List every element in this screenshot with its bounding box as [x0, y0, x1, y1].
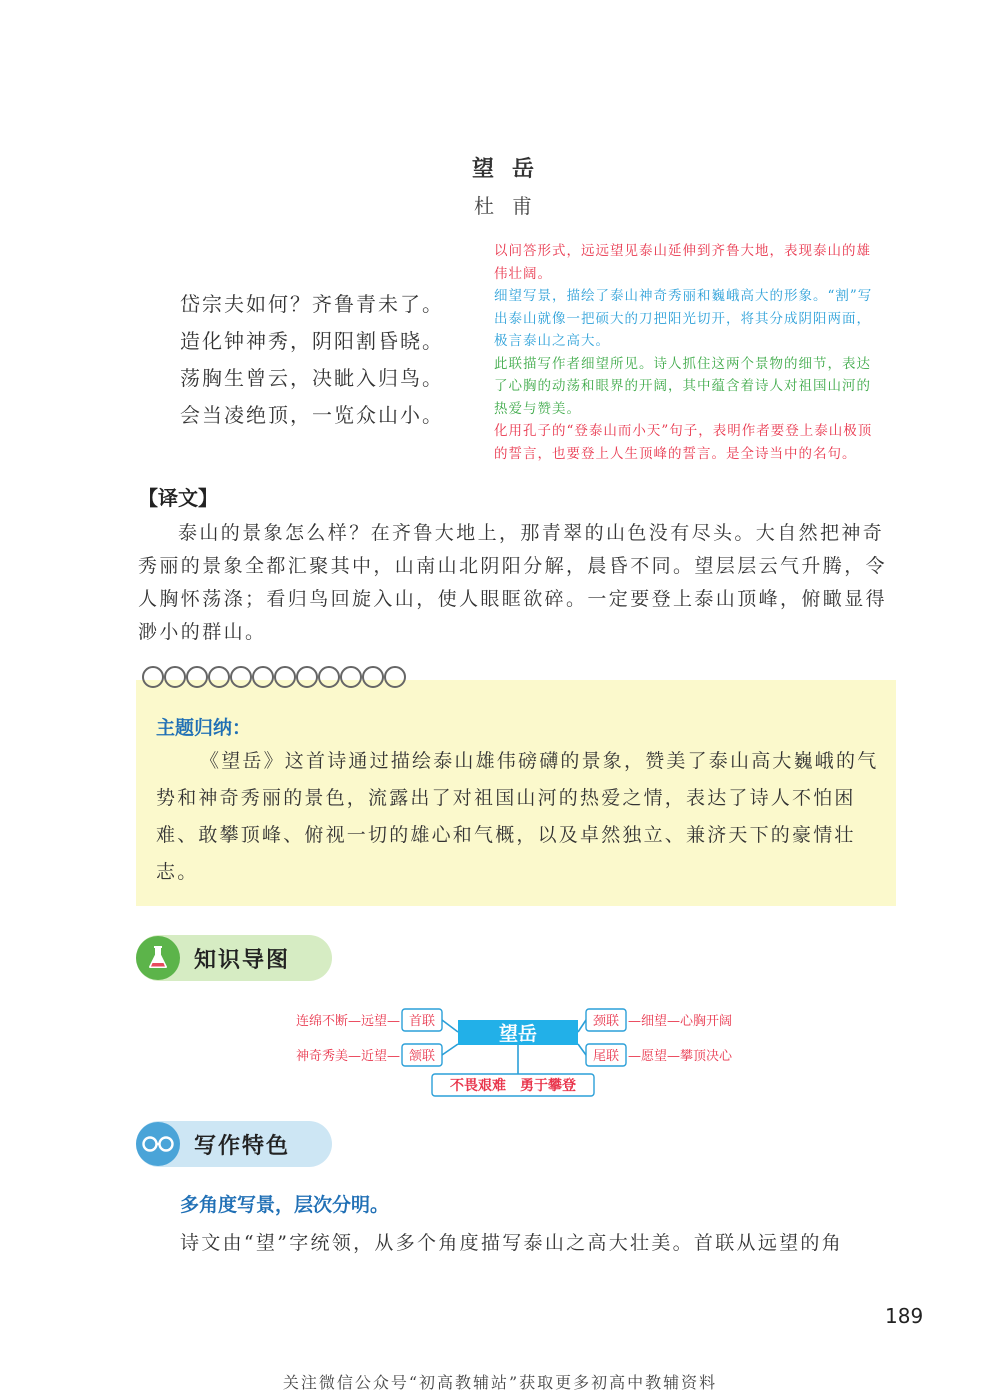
knowledge-map-heading: 知识导图	[194, 947, 291, 973]
theme-text: 《望岳》这首诗通过描绘泰山雄伟磅礴的景象，赞美了泰山高大巍峨的气势和神奇秀丽的景色，流露出了对祖国山河的热爱之情，表达了诗人不怕困难、敢攀顶峰、俯视一切的雄心和气概，以及卓然独立、兼济天下的豪情壮志。	[156, 750, 879, 883]
binder-rings-decoration	[142, 666, 422, 692]
map-connector	[578, 1020, 586, 1032]
poem-line: 荡胸生曾云，决眦入归鸟。	[180, 366, 444, 390]
annotation-note: 细望写景，描绘了泰山神奇秀丽和巍峨高大的形象。“割”写出泰山就像一把硕大的刀把阳光切开，将其分成阴阳两面，极言泰山之高大。	[494, 288, 873, 349]
poem-line: 造化钟神秀，阴阳割昏晓。	[180, 329, 444, 353]
poem-line: 会当凌绝顶，一览众山小。	[180, 403, 444, 427]
translation-text: 泰山的景象怎么样？在齐鲁大地上，那青翠的山色没有尽头。大自然把神奇秀丽的景象全都汇聚其中，山南山北阴阳分解，晨昏不同。望层层云气升腾，令人胸怀荡涤；看归鸟回旋入山，使人眼眶欲碎。一定要登上泰山顶峰，俯瞰显得渺小的群山。	[138, 522, 888, 643]
map-connector	[442, 1020, 458, 1032]
annotation-note: 此联描写作者细望所见。诗人抓住这两个景物的细节，表达了心胸的动荡和眼界的开阔，其中蕴含着诗人对祖国山河的热爱与赞美。	[494, 355, 871, 417]
page-number: 189	[885, 1304, 924, 1328]
map-node-label: 颔联	[408, 1049, 436, 1064]
map-center-label: 望岳	[498, 1023, 538, 1045]
poem-title: 望岳	[471, 156, 552, 182]
map-node-desc: —愿望—攀顶决心	[628, 1049, 733, 1064]
knowledge-map	[260, 1004, 780, 1100]
map-node-desc: 神奇秀美—近望—	[295, 1049, 400, 1064]
writing-text: 诗文由“望”字统领，从多个角度描写泰山之高大壮美。首联从远望的角	[180, 1232, 844, 1254]
map-node-label: 颈联	[592, 1014, 620, 1029]
flask-icon	[136, 936, 180, 980]
footer-note: 关注微信公众号“初高教辅站”获取更多初高中教辅资料	[282, 1373, 718, 1392]
knowledge-map-header	[136, 935, 332, 981]
poem-author: 杜甫	[474, 194, 550, 218]
translation-label: 【译文】	[138, 486, 218, 510]
poem-body	[180, 286, 444, 434]
annotation-note: 化用孔子的“登泰山而小天”句子，表明作者要登上泰山极顶的誓言，也要登上人生顶峰的誓言。是全诗当中的名句。	[494, 423, 873, 462]
writing-subtitle: 多角度写景，层次分明。	[180, 1194, 390, 1216]
annotations	[494, 240, 874, 465]
annotation-note: 以问答形式，远远望见泰山延伸到齐鲁大地，表现泰山的雄伟壮阔。	[494, 243, 871, 282]
writing-features-header	[136, 1121, 332, 1167]
map-node-desc: 连绵不断—远望—	[295, 1014, 400, 1029]
map-connector	[578, 1044, 586, 1055]
map-conclusion: 不畏艰难 勇于攀登	[450, 1078, 576, 1094]
poem-line: 岱宗夫如何？齐鲁青未了。	[180, 292, 444, 316]
glasses-icon	[136, 1122, 180, 1166]
map-connector	[442, 1044, 458, 1055]
theme-title: 主题归纳：	[156, 717, 252, 739]
writing-features-heading: 写作特色	[194, 1133, 291, 1159]
map-node-label: 尾联	[592, 1049, 620, 1064]
map-node-desc: —细望—心胸开阔	[628, 1014, 733, 1029]
map-node-label: 首联	[408, 1014, 436, 1029]
